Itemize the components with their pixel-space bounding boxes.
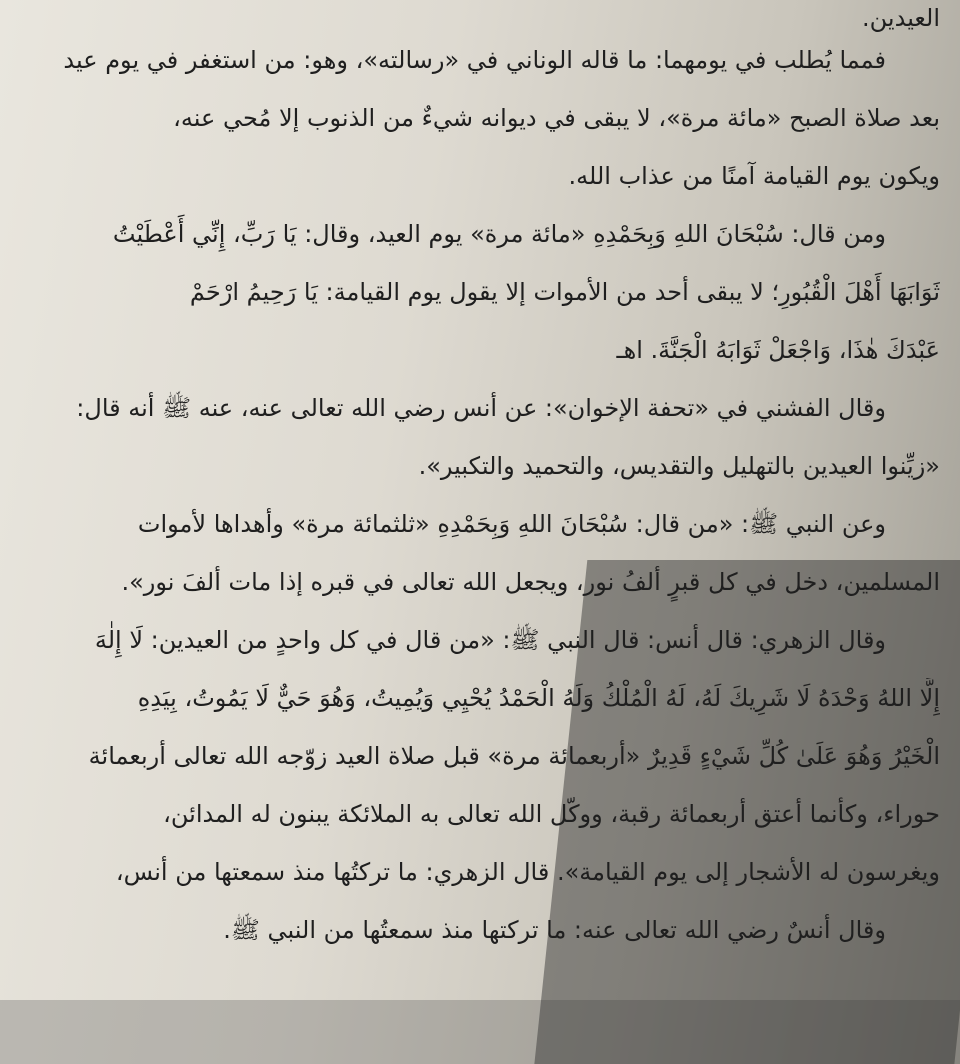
text-line-8: «زيِّنوا العيدين بالتهليل والتقديس، والتحميد والتكبير».	[418, 452, 940, 480]
text-line-16: وقال أنسٌ رضي الله تعالى عنه: ما تركتها منذ سمعتُها من النبي ﷺ.	[223, 916, 886, 944]
text-line-10: المسلمين، دخل في كل قبرٍ ألفُ نور، ويجعل الله تعالى في قبره إذا مات ألفَ نور».	[121, 568, 940, 596]
text-line-2: بعد صلاة الصبح «مائة مرة»، لا يبقى في ديوانه شيءٌ من الذنوب إلا مُحي عنه،	[173, 104, 940, 132]
text-line-9: وعن النبي ﷺ: «من قال: سُبْحَانَ اللهِ وَبِحَمْدِهِ «ثلثمائة مرة» وأهداها لأموات	[137, 510, 886, 538]
text-line-1: فمما يُطلب في يومهما: ما قاله الوناني في «رسالته»، وهو: من استغفر في يوم عيد	[63, 46, 886, 74]
text-line-13: الْخَيْرُ وَهُوَ عَلَىٰ كُلِّ شَيْءٍ قَدِيرٌ «أربعمائة مرة» قبل صلاة العيد زوّجه الله تعالى أربعمائة	[88, 742, 940, 770]
page-bottom-shadow	[0, 1000, 960, 1064]
text-line-7: وقال الفشني في «تحفة الإخوان»: عن أنس رضي الله تعالى عنه، عنه ﷺ أنه قال:	[76, 394, 886, 422]
text-line-11: وقال الزهري: قال أنس: قال النبي ﷺ: «من قال في كل واحدٍ من العيدين: لَا إِلٰهَ	[94, 626, 886, 654]
text-line-5: ثَوَابَهَا أَهْلَ الْقُبُورِ؛ لا يبقى أحد من الأموات إلا يقول يوم القيامة: يَا رَحِيمُ ارْحَمْ	[189, 278, 940, 306]
text-line-14: حوراء، وكأنما أعتق أربعمائة رقبة، ووكّل الله تعالى به الملائكة يبنون له المدائن،	[163, 800, 940, 828]
text-line-6: عَبْدَكَ هٰذَا، وَاجْعَلْ ثَوَابَهُ الْجَنَّةَ. اهـ	[616, 336, 940, 364]
text-line-12: إِلَّا اللهُ وَحْدَهُ لَا شَرِيكَ لَهُ، لَهُ الْمُلْكُ وَلَهُ الْحَمْدُ يُحْيِي وَيُمِيتُ، وَهُوَ حَيٌّ لَا يَمُوتُ، بِيَدِهِ	[137, 684, 940, 712]
text-line-15: ويغرسون له الأشجار إلى يوم القيامة». قال الزهري: ما تركتُها منذ سمعتها من أنس،	[115, 858, 940, 886]
text-line-3: ويكون يوم القيامة آمنًا من عذاب الله.	[568, 162, 940, 190]
text-line-0: العيدين.	[862, 4, 940, 32]
page-text-block	[40, 4, 940, 950]
text-line-4: ومن قال: سُبْحَانَ اللهِ وَبِحَمْدِهِ «مائة مرة» يوم العيد، وقال: يَا رَبِّ، إِنِّي أَعْطَيْتُ	[112, 220, 886, 248]
